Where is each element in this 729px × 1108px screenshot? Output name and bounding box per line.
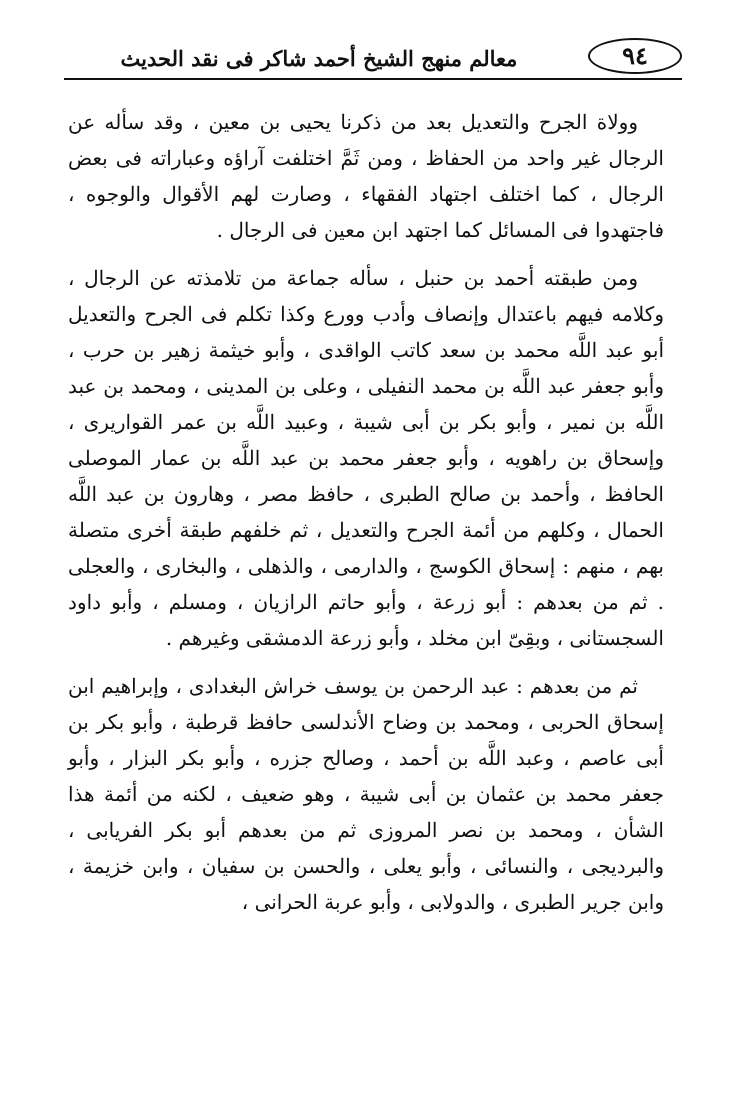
header-rule bbox=[64, 78, 682, 80]
page-header bbox=[64, 36, 682, 80]
body-text bbox=[68, 104, 664, 920]
paragraph-2: ومن طبقته أحمد بن حنبل ، سأله جماعة من تلامذته عن الرجال ، وكلامه فيهم باعتدال وإنصاف وأدب وورع وكذا تكلم فى الجرح والتعديل أبو عبد اللَّه محمد بن سعد كاتب الواقدى ، وأبو خيثمة زهير بن حرب ، وأبو جعفر عبد اللَّه بن محمد النفيلى ، وعلى بن المدينى ، ومحمد بن عبد اللَّه بن نمير ، وأبو بكر بن أبى شيبة ، وعبيد اللَّه بن عمر القواريرى ، وإسحاق بن راهويه ، وأبو جعفر محمد بن عبد اللَّه بن عمار الموصلى الحافظ ، وأحمد بن صالح الطبرى ، حافظ مصر ، وهارون بن عبد اللَّه الحمال ، وكلهم من أئمة الجرح والتعديل ، ثم خلفهم طبقة أخرى متصلة بهم ، منهم : إسحاق الكوسج ، والدارمى ، والذهلى ، والبخارى ، والعجلى . ثم من بعدهم : أبو زرعة ، وأبو حاتم الرازيان ، ومسلم ، وأبو داود السجستانى ، وبقِىّ ابن مخلد ، وأبو زرعة الدمشقى وغيرهم . bbox=[68, 266, 664, 650]
paragraph-3: ثم من بعدهم : عبد الرحمن بن يوسف خراش البغدادى ، وإبراهيم ابن إسحاق الحربى ، ومحمد بن وضاح الأندلسى حافظ قرطبة ، وأبو بكر بن أبى عاصم ، وعبد اللَّه بن أحمد ، وصالح جزره ، وأبو بكر البزار ، وأبو جعفر محمد بن عثمان بن أبى شيبة ، وهو ضعيف ، لكنه من أئمة هذا الشأن ، ومحمد بن نصر المروزى ثم من بعدهم أبو بكر الفريابى ، والبرديجى ، والنسائى ، وأبو يعلى ، والحسن بن سفيان ، وابن خزيمة ، وابن جرير الطبرى ، والدولابى ، وأبو عربة الحرانى ، bbox=[68, 674, 664, 914]
page-number: ٩٤ bbox=[588, 38, 682, 74]
running-title: معالم منهج الشيخ أحمد شاكر فى نقد الحديث bbox=[120, 46, 518, 71]
paragraph-1: وولاة الجرح والتعديل بعد من ذكرنا يحيى بن معين ، وقد سأله عن الرجال غير واحد من الحفاظ ، ومن ثَمَّ اختلفت آراؤه وعباراته فى بعض الرجال ، كما اختلف اجتهاد الفقهاء ، وصارت لهم الأقوال والوجوه ، فاجتهدوا فى المسائل كما اجتهد ابن معين فى الرجال . bbox=[68, 110, 664, 242]
